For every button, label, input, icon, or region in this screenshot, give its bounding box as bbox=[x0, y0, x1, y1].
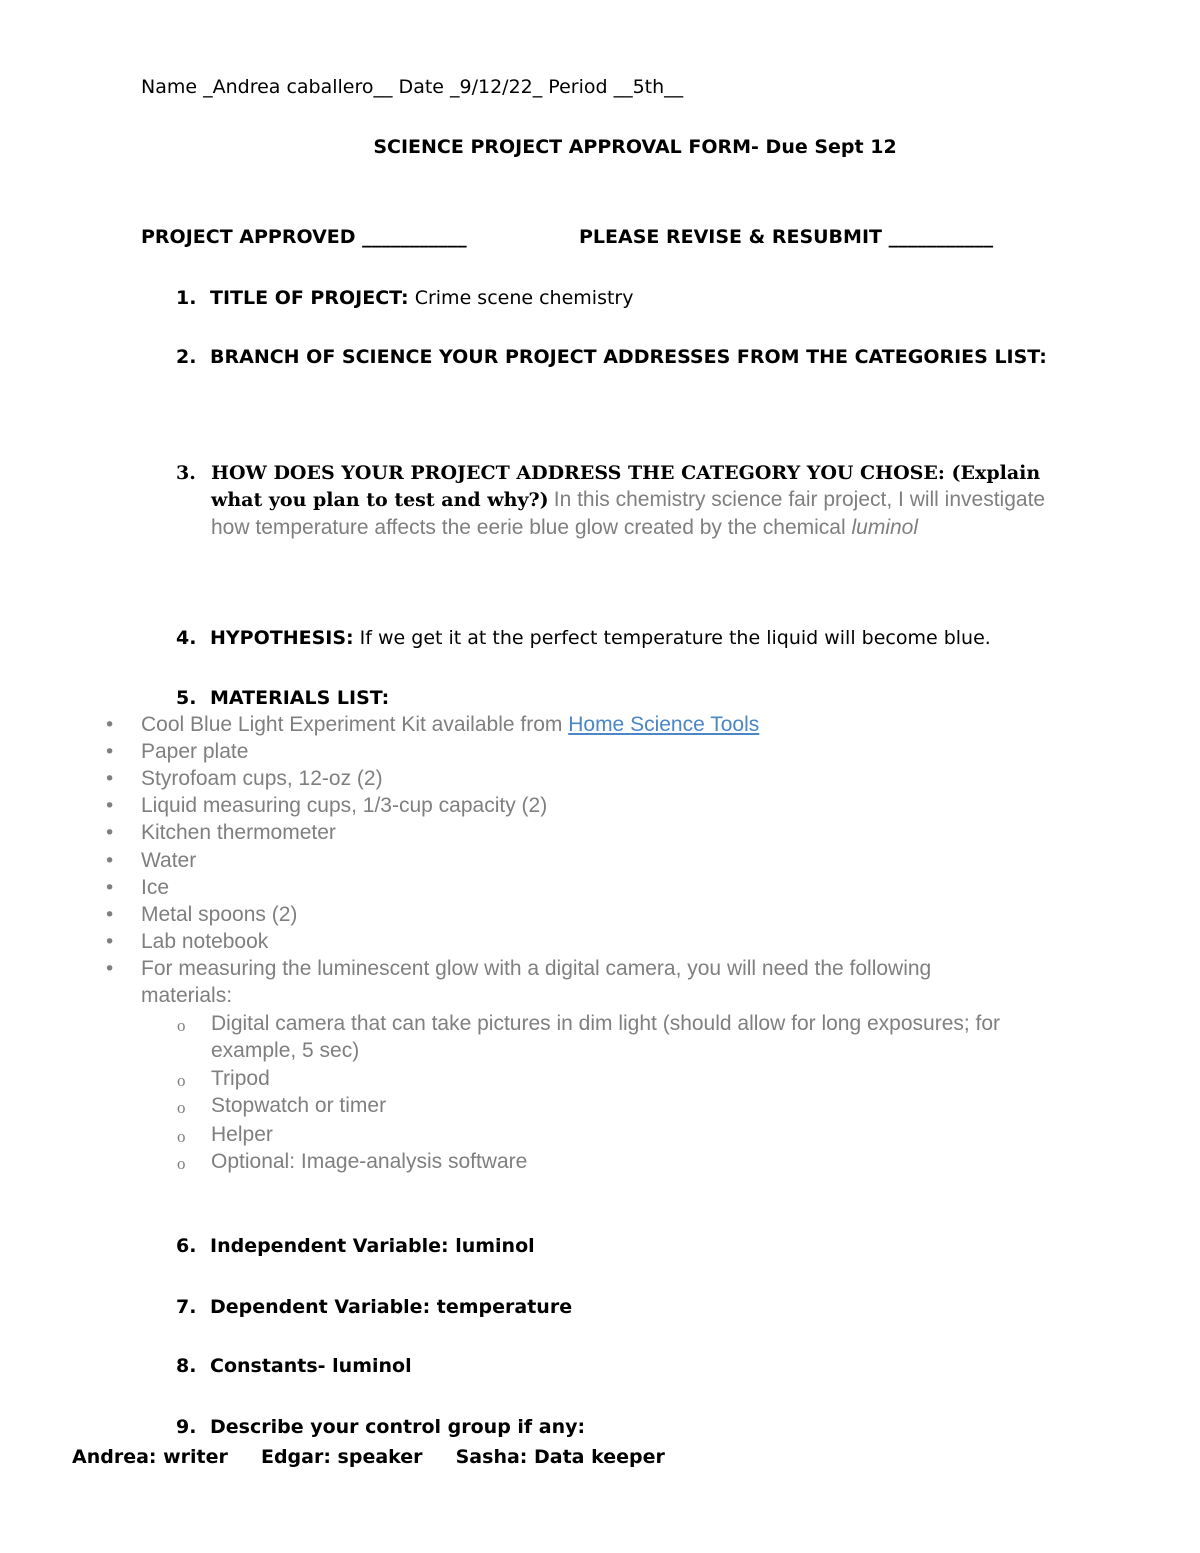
sub-bullet-icon: o bbox=[177, 1154, 186, 1173]
item-label: what you plan to test and why?) bbox=[211, 489, 549, 511]
item-constants bbox=[176, 1355, 412, 1377]
material-item: Metal spoons (2) bbox=[141, 903, 298, 926]
item-number: 8. bbox=[176, 1355, 197, 1377]
item-label: HOW DOES YOUR PROJECT ADDRESS THE CATEGORY YOU CHOSE: (Explain bbox=[211, 462, 1041, 484]
material-item-continued: materials: bbox=[141, 984, 233, 1007]
bullet-icon: • bbox=[104, 741, 116, 763]
sub-material-item-continued: example, 5 sec) bbox=[211, 1039, 360, 1062]
item-label: MATERIALS LIST: bbox=[210, 687, 390, 709]
category-answer-continued bbox=[211, 516, 918, 540]
item-number: 7. bbox=[176, 1296, 197, 1318]
group-roles-line: Andrea: writer Edgar: speaker Sasha: Data keeper bbox=[72, 1446, 665, 1468]
sub-bullet-icon: o bbox=[177, 1071, 186, 1090]
form-title: SCIENCE PROJECT APPROVAL FORM- Due Sept 12 bbox=[373, 136, 897, 158]
bullet-icon: • bbox=[104, 714, 116, 736]
sub-material-item: Digital camera that can take pictures in dim light (should allow for long exposures; for bbox=[211, 1012, 1001, 1035]
item-text: Dependent Variable: temperature bbox=[210, 1296, 573, 1318]
item-materials-list bbox=[176, 687, 389, 709]
item-number: 1. bbox=[176, 287, 197, 309]
material-item: Kitchen thermometer bbox=[141, 821, 336, 844]
sub-material-item: Stopwatch or timer bbox=[211, 1094, 387, 1117]
material-item: Ice bbox=[141, 876, 170, 899]
material-item bbox=[141, 713, 759, 737]
item-branch-of-science bbox=[176, 346, 1047, 368]
bullet-icon: • bbox=[104, 877, 116, 899]
luminol-italic: luminol bbox=[851, 516, 919, 539]
home-science-tools-link[interactable]: Home Science Tools bbox=[568, 713, 760, 736]
item-control-group bbox=[176, 1416, 585, 1438]
sub-bullet-icon: o bbox=[177, 1098, 186, 1117]
bullet-icon: • bbox=[104, 795, 116, 817]
item-dependent-variable bbox=[176, 1296, 572, 1318]
item-independent-variable bbox=[176, 1235, 535, 1257]
item-number: 6. bbox=[176, 1235, 197, 1257]
item-hypothesis bbox=[176, 627, 991, 649]
category-answer-text: how temperature affects the eerie blue glow created by the chemical bbox=[211, 516, 846, 539]
item-title-of-project bbox=[176, 287, 633, 309]
bullet-icon: • bbox=[104, 931, 116, 953]
item-label: BRANCH OF SCIENCE YOUR PROJECT ADDRESSES FROM THE CATEGORIES LIST: bbox=[210, 346, 1047, 368]
project-approved-label: PROJECT APPROVED ___________ bbox=[141, 226, 467, 248]
bullet-icon: • bbox=[104, 850, 116, 872]
sub-bullet-icon: o bbox=[177, 1016, 186, 1035]
bullet-icon: • bbox=[104, 958, 116, 980]
item-label: HYPOTHESIS: bbox=[210, 627, 354, 649]
sub-material-item: Optional: Image-analysis software bbox=[211, 1150, 528, 1173]
material-item: Water bbox=[141, 849, 197, 872]
bullet-icon: • bbox=[104, 904, 116, 926]
project-title-answer: Crime scene chemistry bbox=[414, 287, 634, 309]
revise-resubmit-label: PLEASE REVISE & RESUBMIT ___________ bbox=[579, 226, 994, 248]
item-number: 5. bbox=[176, 687, 197, 709]
sub-bullet-icon: o bbox=[177, 1127, 186, 1146]
material-item: Paper plate bbox=[141, 740, 249, 763]
sub-material-item: Tripod bbox=[211, 1067, 270, 1090]
item-number: 4. bbox=[176, 627, 197, 649]
item-number: 9. bbox=[176, 1416, 197, 1438]
material-item: Styrofoam cups, 12-oz (2) bbox=[141, 767, 383, 790]
name-date-period-line: Name _Andrea caballero__ Date _9/12/22_ Period __5th__ bbox=[141, 76, 684, 98]
item-category-explanation bbox=[211, 488, 1045, 512]
item-text: Describe your control group if any: bbox=[210, 1416, 586, 1438]
material-item: For measuring the luminescent glow with a digital camera, you will need the following bbox=[141, 957, 932, 980]
material-text: Cool Blue Light Experiment Kit available from bbox=[141, 713, 563, 736]
item-number: 2. bbox=[176, 346, 197, 368]
material-item: Lab notebook bbox=[141, 930, 269, 953]
item-text: Constants- luminol bbox=[210, 1355, 412, 1377]
category-answer: In this chemistry science fair project, I will investigate bbox=[553, 488, 1046, 511]
item-number: 3. bbox=[176, 462, 196, 484]
material-item: Liquid measuring cups, 1/3-cup capacity (2) bbox=[141, 794, 548, 817]
bullet-icon: • bbox=[104, 822, 116, 844]
item-label: TITLE OF PROJECT: bbox=[210, 287, 409, 309]
item-text: Independent Variable: luminol bbox=[210, 1235, 535, 1257]
hypothesis-answer: If we get it at the perfect temperature the liquid will become blue. bbox=[359, 627, 991, 649]
bullet-icon: • bbox=[104, 768, 116, 790]
sub-material-item: Helper bbox=[211, 1123, 273, 1146]
